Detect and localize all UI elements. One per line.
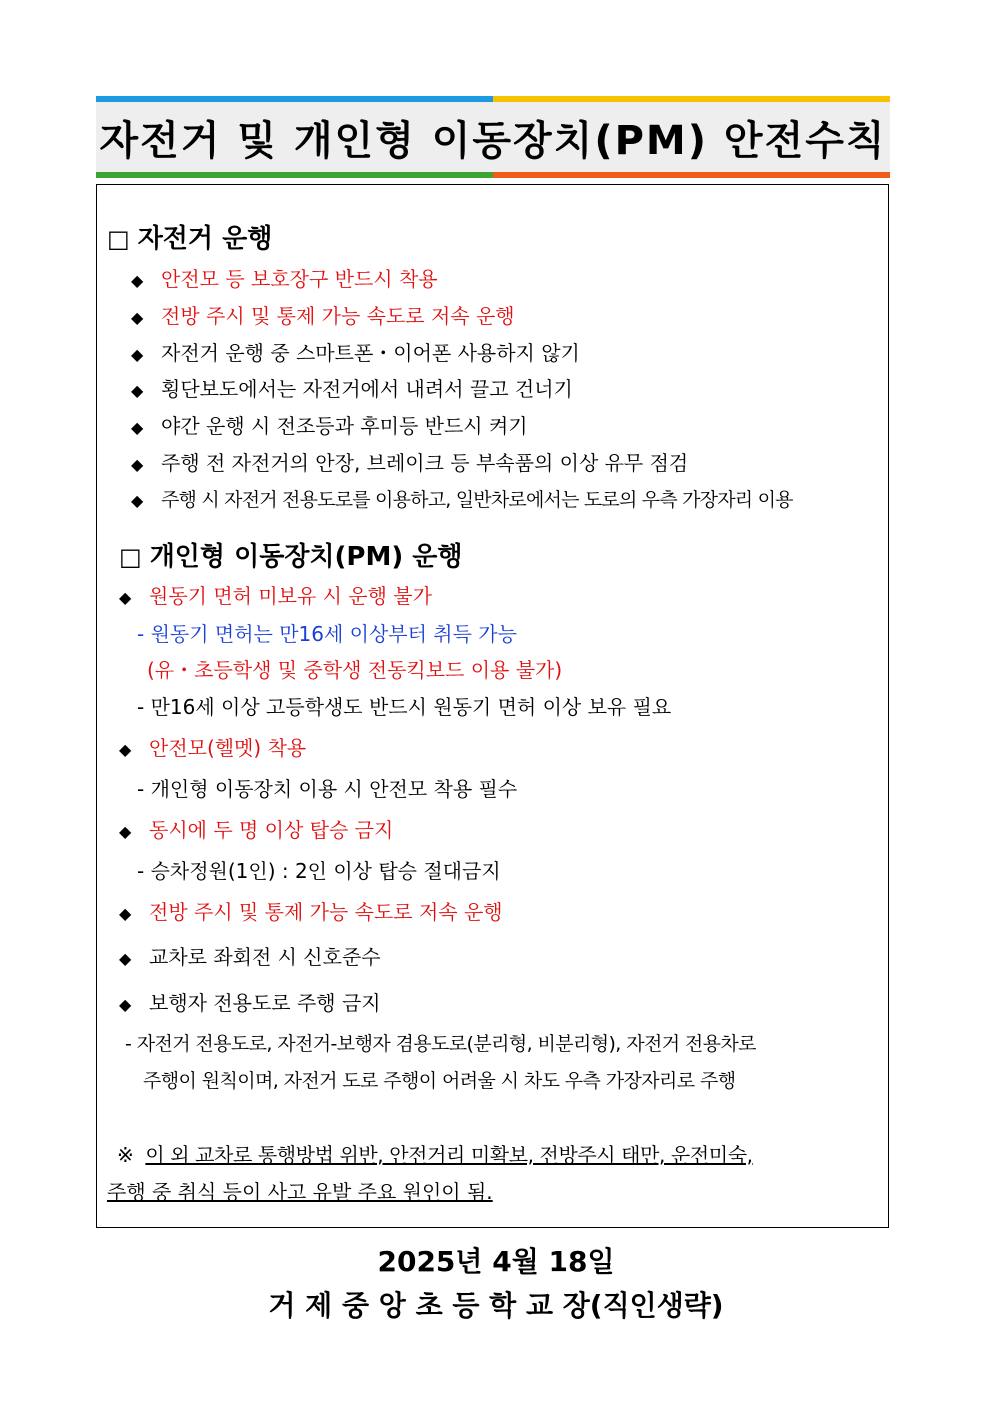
section-heading-text: 개인형 이동장치(PM) 운행	[149, 542, 463, 572]
list-item	[119, 899, 503, 927]
diamond-bullet-icon: ◆	[131, 455, 144, 474]
list-item	[131, 450, 688, 478]
issue-date: 2025년 4월 18일	[377, 1245, 615, 1278]
diamond-bullet-icon: ◆	[119, 949, 132, 968]
list-item	[131, 266, 438, 294]
sub-item: - 승차정원(1인) : 2인 이상 탑승 절대금지	[137, 859, 501, 883]
sub-item: - 자전거 전용도로, 자전거-보행자 겸용도로(분리형, 비분리형), 자전거 전용차로	[125, 1033, 756, 1055]
list-item-text: 보행자 전용도로 주행 금지	[149, 991, 381, 1015]
list-item-text: 주행 시 자전거 전용도로를 이용하고, 일반차로에서는 도로의 우측 가장자리 이용	[161, 489, 793, 511]
list-item-text: 안전모 등 보호장구 반드시 착용	[161, 267, 438, 291]
diamond-bullet-icon: ◆	[131, 345, 144, 364]
list-item	[119, 817, 393, 845]
sub-item: - 개인형 이동장치 이용 시 안전모 착용 필수	[137, 777, 518, 801]
section-pm-heading	[119, 541, 463, 573]
list-item-text: 전방 주시 및 통제 가능 속도로 저속 운행	[149, 900, 503, 924]
list-item-text: 교차로 좌회전 시 신호준수	[149, 945, 381, 969]
list-item-text: 전방 주시 및 통제 가능 속도로 저속 운행	[161, 304, 515, 328]
sub-item: (유・초등학생 및 중학생 전동킥보드 이용 불가)	[147, 658, 563, 682]
sub-item: - 만16세 이상 고등학생도 반드시 원동기 면허 이상 보유 필요	[137, 695, 672, 719]
list-item-text: 야간 운행 시 전조등과 후미등 반드시 켜기	[161, 414, 528, 438]
diamond-bullet-icon: ◆	[119, 904, 132, 923]
diamond-bullet-icon: ◆	[119, 822, 132, 841]
checkbox-square-icon: □	[119, 543, 142, 571]
title-background	[96, 102, 890, 172]
list-item	[119, 735, 306, 763]
list-item	[131, 340, 580, 368]
diamond-bullet-icon: ◆	[131, 308, 144, 327]
section-heading-text: 자전거 운행	[137, 224, 273, 254]
list-item-text: 원동기 면허 미보유 시 운행 불가	[149, 584, 432, 608]
content-box	[96, 184, 889, 1228]
note-line-2: 주행 중 취식 등이 사고 유발 주요 원인이 됨.	[107, 1180, 493, 1204]
diamond-bullet-icon: ◆	[119, 995, 132, 1014]
list-item	[119, 944, 381, 972]
list-item	[131, 487, 793, 514]
section-bicycle-heading	[107, 223, 272, 255]
diamond-bullet-icon: ◆	[119, 740, 132, 759]
list-item	[131, 303, 515, 331]
note-text: 이 외 교차로 통행방법 위반, 안전거리 미확보, 전방주시 태만, 운전미숙,	[145, 1143, 753, 1167]
note-line-1	[117, 1142, 753, 1168]
sub-item: - 원동기 면허는 만16세 이상부터 취득 가능	[137, 622, 517, 646]
list-item-text: 자전거 운행 중 스마트폰・이어폰 사용하지 않기	[161, 341, 580, 365]
title-bar-bottom-left	[96, 172, 493, 178]
diamond-bullet-icon: ◆	[131, 381, 144, 400]
list-item-text: 주행 전 자전거의 안장, 브레이크 등 부속품의 이상 유무 점검	[161, 451, 689, 475]
checkbox-square-icon: □	[107, 225, 130, 253]
title-bar-bottom-right	[493, 172, 890, 178]
list-item	[119, 990, 381, 1018]
list-item	[131, 413, 528, 441]
reference-mark-icon: ※	[117, 1143, 134, 1167]
list-item-text: 횡단보도에서는 자전거에서 내려서 끌고 건너기	[161, 377, 573, 401]
diamond-bullet-icon: ◆	[131, 491, 143, 510]
diamond-bullet-icon: ◆	[119, 588, 132, 607]
list-item-text: 동시에 두 명 이상 탑승 금지	[149, 818, 394, 842]
school-signature: 거 제 중 앙 초 등 학 교 장(직인생략)	[268, 1289, 724, 1322]
title-banner	[96, 96, 890, 178]
diamond-bullet-icon: ◆	[131, 271, 144, 290]
diamond-bullet-icon: ◆	[131, 418, 144, 437]
page-title: 자전거 및 개인형 이동장치(PM) 안전수칙	[99, 117, 887, 164]
sub-item: 주행이 원칙이며, 자전거 도로 주행이 어려울 시 차도 우측 가장자리로 주행	[143, 1070, 736, 1092]
list-item	[119, 583, 432, 611]
list-item-text: 안전모(헬멧) 착용	[149, 736, 307, 760]
list-item	[131, 376, 573, 404]
